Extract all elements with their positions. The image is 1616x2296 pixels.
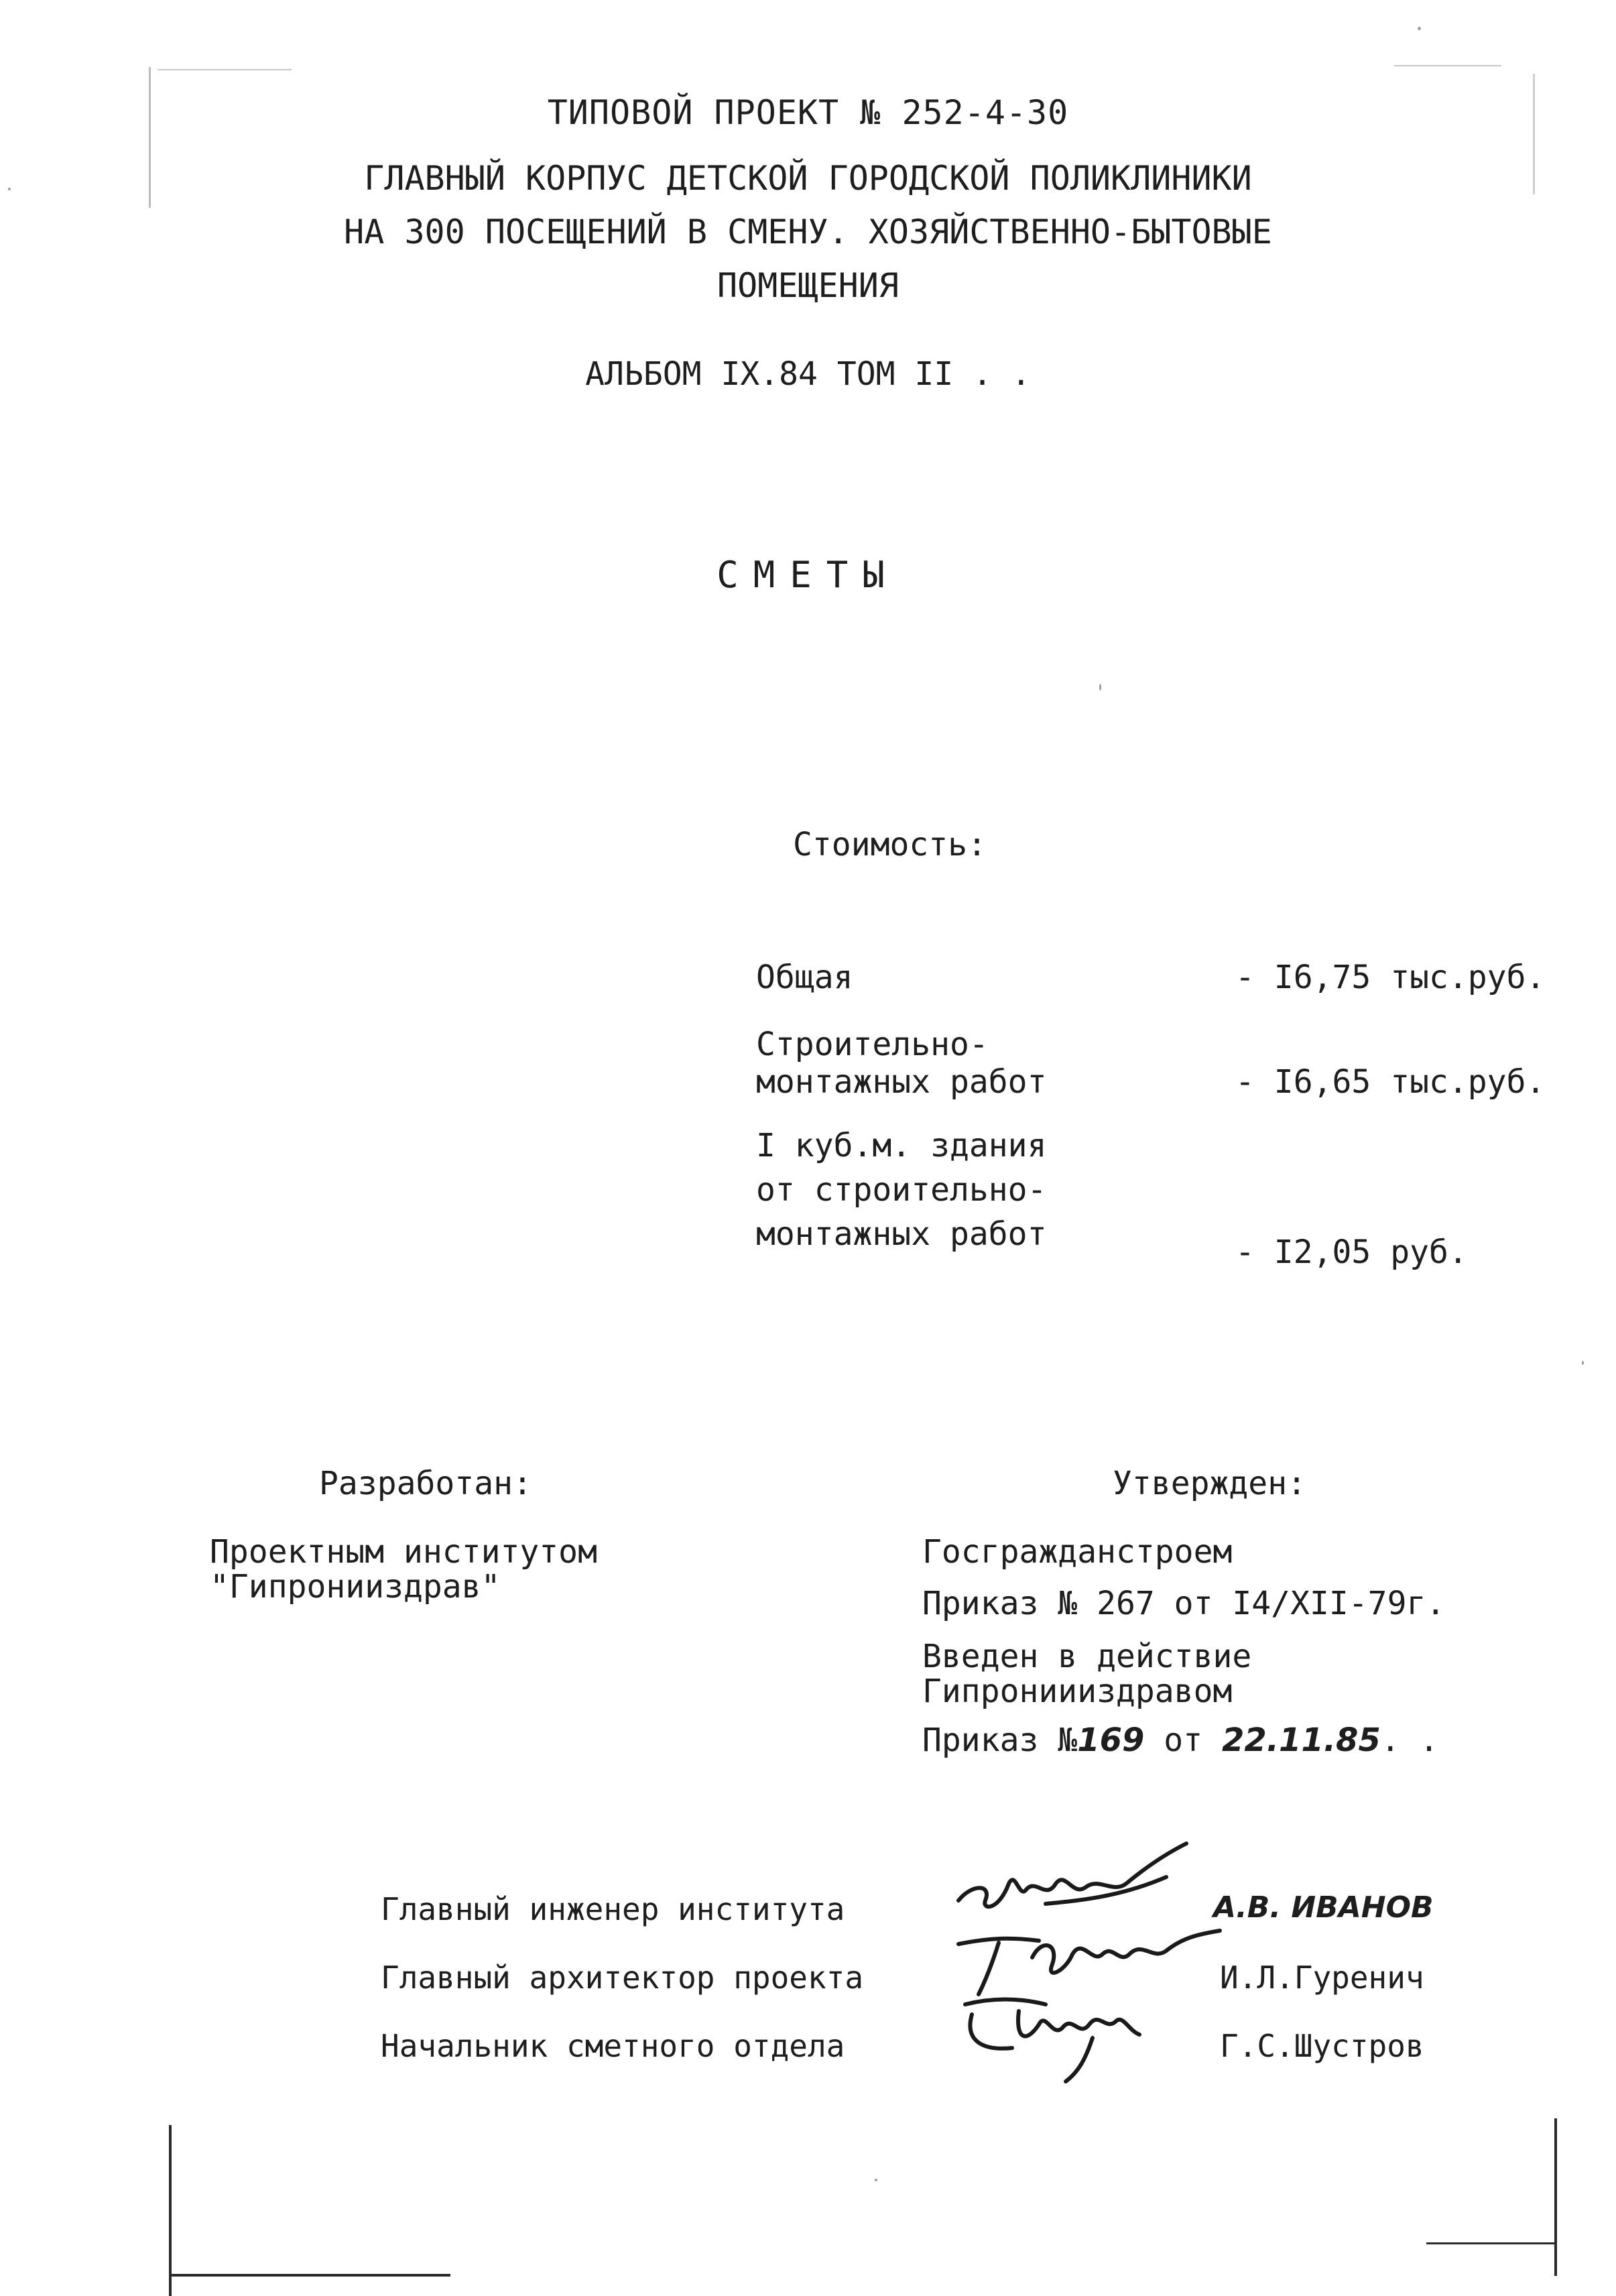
signature-ivanov (945, 1837, 1213, 1931)
enactment-order-suffix: . . (1380, 1721, 1439, 1759)
signature-role: Начальник сметного отдела (381, 2028, 845, 2064)
approved-by: Госгражданстроем (922, 1533, 1233, 1571)
scan-mark (149, 67, 151, 208)
title-line-1: ГЛАВНЫЙ КОРПУС ДЕТСКОЙ ГОРОДСКОЙ ПОЛИКЛИНИКИ (364, 159, 1252, 198)
enactment-order-number: 169 (1077, 1721, 1145, 1759)
frame-mark-right (1554, 2118, 1557, 2276)
title-line-2: НА 300 ПОСЕЩЕНИЙ В СМЕНУ. ХОЗЯЙСТВЕННО-БЫТОВЫЕ (344, 213, 1272, 251)
cost-row-label: Строительно- монтажных работ (756, 1026, 1047, 1101)
scan-speck (875, 2179, 877, 2181)
developed-org: Проектным институтом "Гипронииздрав" (210, 1533, 597, 1606)
signature-shustrov (952, 1984, 1186, 2085)
signature-role: Главный архитектор проекта (381, 1959, 864, 1996)
scan-speck (8, 188, 11, 190)
title-line-3: ПОМЕЩЕНИЯ (717, 266, 899, 305)
frame-mark-bottom-left (169, 2274, 450, 2277)
approved-label: Утвержден: (1113, 1465, 1306, 1502)
scan-speck (1099, 684, 1101, 690)
enactment-order-mid: от (1144, 1721, 1222, 1759)
enactment-order-prefix: Приказ № (922, 1721, 1078, 1759)
section-title: СМЕТЫ (717, 554, 899, 596)
project-number: ТИПОВОЙ ПРОЕКТ № 252-4-30 (547, 93, 1069, 132)
enacted-by: Введен в действие Гипрониииздравом (922, 1638, 1252, 1710)
cost-row-value: - I2,05 руб. (1235, 1233, 1468, 1271)
cost-row-value: - I6,75 тыс.руб. (1235, 959, 1546, 996)
signature-name: И.Л.Гуренич (1220, 1959, 1424, 1996)
cost-row-label: Общая (756, 959, 853, 996)
frame-mark-left (169, 2125, 172, 2296)
cost-label: Стоимость: (793, 826, 987, 863)
scan-mark (1533, 74, 1535, 194)
developed-label: Разработан: (319, 1465, 532, 1502)
enactment-order-date: 22.11.85 (1221, 1721, 1381, 1759)
approval-order: Приказ № 267 от I4/XII-79г. (922, 1585, 1446, 1622)
cost-row-label: I куб.м. здания от строительно- монтажных работ (756, 1127, 1047, 1253)
frame-mark-bottom-right (1426, 2242, 1555, 2244)
signature-name: А.В. ИВАНОВ (1213, 1890, 1434, 1925)
scan-speck (1418, 27, 1421, 30)
signature-role: Главный инженер института (381, 1891, 845, 1927)
enactment-order (922, 1723, 1439, 1758)
album-volume: АЛЬБОМ IX.84 ТОМ II . . (585, 355, 1031, 393)
scan-speck (1582, 1361, 1584, 1365)
cost-row-value: - I6,65 тыс.руб. (1235, 1063, 1546, 1101)
scan-mark (1394, 65, 1501, 66)
scan-mark (158, 69, 292, 70)
signature-name: Г.С.Шустров (1220, 2028, 1424, 2064)
